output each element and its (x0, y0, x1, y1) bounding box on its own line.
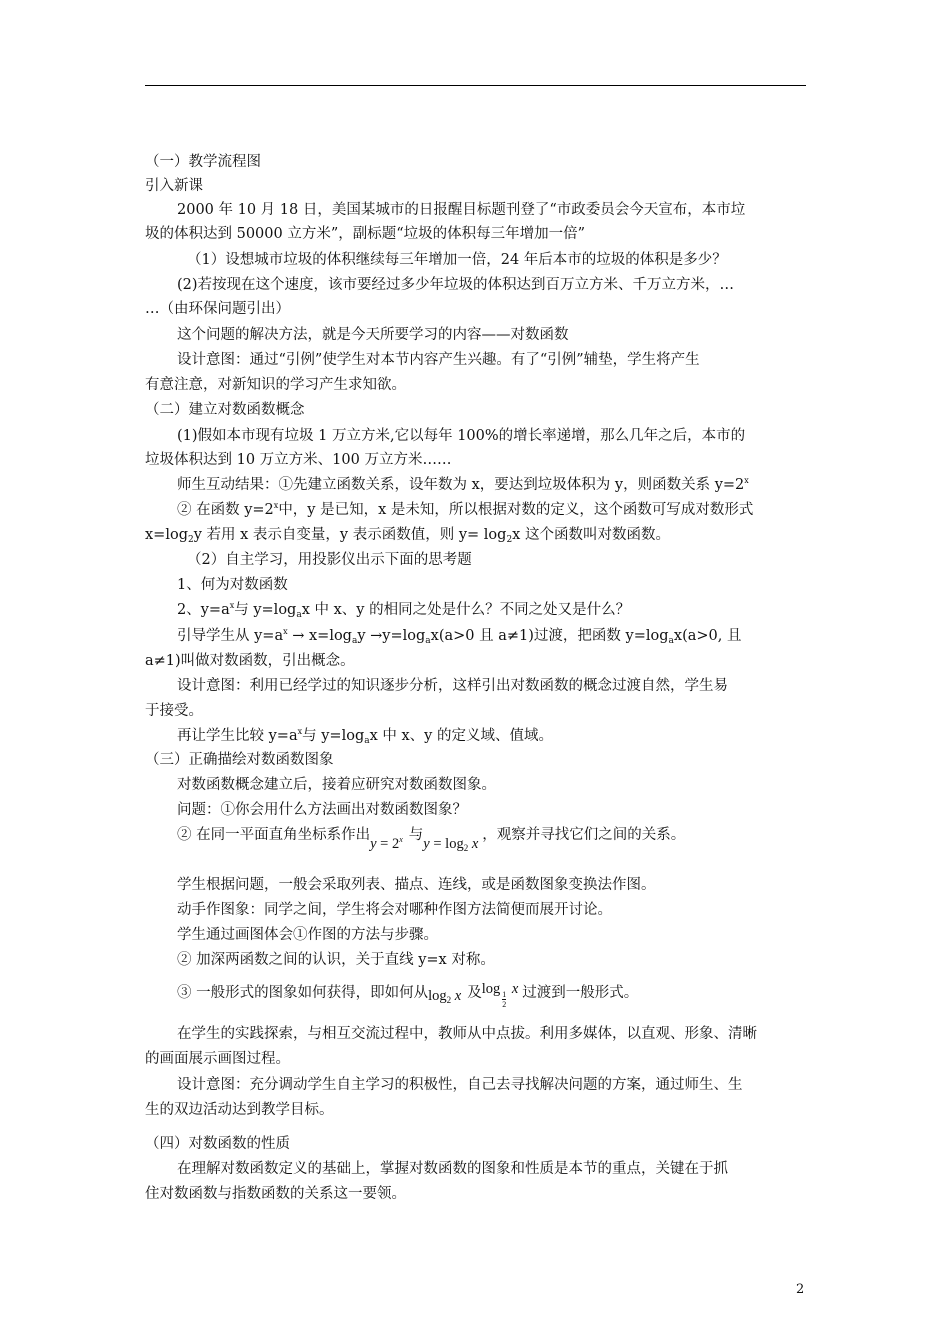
paragraph-line: ② 在同一平面直角坐标系作出$y = 2^x$ 与$y = \log_2 x$，观察并寻找它们之间的关系。 (177, 827, 686, 853)
paragraph-line: ② 在函数 $y=2^x$中，y 是已知，x 是未知，所以根据对数的定义，这个函数可写成对数形式 (177, 501, 754, 518)
paragraph-line: 生的双边活动达到教学目标。 (145, 1102, 334, 1118)
paragraph-line: 再让学生比较 $y=a^x$与 $y=\log_ax$ 中 x、y 的定义域、值域。 (177, 727, 553, 746)
paragraph-line: 学生通过画图体会①作图的方法与步骤。 (177, 927, 438, 943)
section-heading-3: （三）正确描绘对数函数图象 (145, 752, 334, 768)
paragraph-line: 的画面展示画图过程。 (145, 1051, 290, 1067)
paragraph-line: …（由环保问题引出） (145, 301, 290, 317)
paragraph-line: 住对数函数与指数函数的关系这一要领。 (145, 1186, 406, 1202)
design-intent-line: 设计意图：利用已经学过的知识逐步分析，这样引出对数函数的概念过渡自然，学生易 (177, 678, 728, 694)
page-number: 2 (796, 1282, 805, 1297)
paragraph-line: （1）设想城市垃圾的体积继续每三年增加一倍，24 年后本市的垃圾的体积是多少？ (187, 252, 727, 268)
paragraph-line: 在理解对数函数定义的基础上，掌握对数函数的图象和性质是本节的重点，关键在于抓 (177, 1161, 728, 1177)
design-intent-line: 设计意图：通过“引例”使学生对本节内容产生兴趣。有了“引例”辅垫，学生将产生 (177, 352, 700, 368)
paragraph-line: （2）自主学习，用投影仪出示下面的思考题 (187, 552, 472, 568)
design-intent-line: 设计意图：充分调动学生自主学习的积极性，自己去寻找解决问题的方案，通过师生、生 (177, 1077, 743, 1093)
section-heading-1: （一）教学流程图 (145, 154, 261, 170)
subheading-intro: 引入新课 (145, 178, 203, 194)
formula-log-half-x: log $\frac{1}{2}$ x (481, 981, 519, 1009)
paragraph-line: (2)若按现在这个速度，该市要经过多少年垃圾的体积达到百万立方米、千万立方米，… (177, 277, 735, 293)
paragraph-line: (1)假如本市现有垃圾 1 万立方米,它以每年 100%的增长率递增，那么几年之后，本市的 (177, 428, 746, 444)
section-heading-4: （四）对数函数的性质 (145, 1136, 290, 1152)
paragraph-line: ③ 一般形式的图象如何获得，即如何从$\log_2 x$ 及log $\frac{1}{2}$ x 过渡到一般形式。 (177, 981, 639, 1009)
paragraph-line: $x=\log_2y$ 若用 x 表示自变量，y 表示函数值，则 $y= \log_2x$ 这个函数叫对数函数。 (145, 527, 670, 545)
header-rule (145, 85, 806, 86)
paragraph-line: 问题：①你会用什么方法画出对数函数图象？ (177, 802, 467, 818)
paragraph-line: 于接受。 (145, 703, 203, 719)
paragraph-line: 学生根据问题，一般会采取列表、描点、连线，或是函数图象变换法作图。 (177, 877, 656, 893)
paragraph-line: a≠1)叫做对数函数，引出概念。 (145, 653, 355, 669)
paragraph-line: 垃圾体积达到 10 万立方米、100 万立方米…… (145, 452, 452, 468)
formula-y-equals-2-pow-x: $y = 2^x$ (370, 835, 403, 852)
section-heading-2: （二）建立对数函数概念 (145, 402, 305, 418)
paragraph-line: 圾的体积达到 50000 立方米”，副标题“垃圾的体积每三年增加一倍” (145, 226, 586, 242)
formula-log2-x: $\log_2 x$ (428, 988, 462, 1005)
paragraph-line: 2000 年 10 月 18 日，美国某城市的日报醒目标题刊登了“市政委员会今天宣布，本市垃 (177, 202, 746, 218)
formula-y-equals-log2-x: $y = \log_2 x$ (423, 836, 479, 853)
paragraph-line: 师生互动结果：①先建立函数关系，设年数为 x，要达到垃圾体积为 y，则函数关系 $y=2^x$ (177, 476, 749, 493)
paragraph-line: 对数函数概念建立后，接着应研究对数函数图象。 (177, 777, 496, 793)
paragraph-line: 动手作图象：同学之间，学生将会对哪种作图方法简便而展开讨论。 (177, 902, 612, 918)
paragraph-line: 有意注意，对新知识的学习产生求知欲。 (145, 377, 406, 393)
paragraph-line: 引导学生从 $y=a^x \to x=\log_ay \to y=\log_ax(a>0$ 且 a≠1)过渡，把函数 $y=\log_ax(a>0$, 且 (177, 627, 742, 646)
paragraph-line: 在学生的实践探索，与相互交流过程中，教师从中点拔。利用多媒体，以直观、形象、清晰 (177, 1026, 757, 1042)
question-line: 2、$y=a^x$与 $y=\log_ax$ 中 x、y 的相同之处是什么？不同之处又是什么？ (177, 601, 631, 620)
question-line: 1、何为对数函数 (177, 577, 288, 593)
paragraph-line: ② 加深两函数之间的认识，关于直线 y=x 对称。 (177, 952, 495, 968)
paragraph-line: 这个问题的解决方法，就是今天所要学习的内容——对数函数 (177, 327, 569, 343)
